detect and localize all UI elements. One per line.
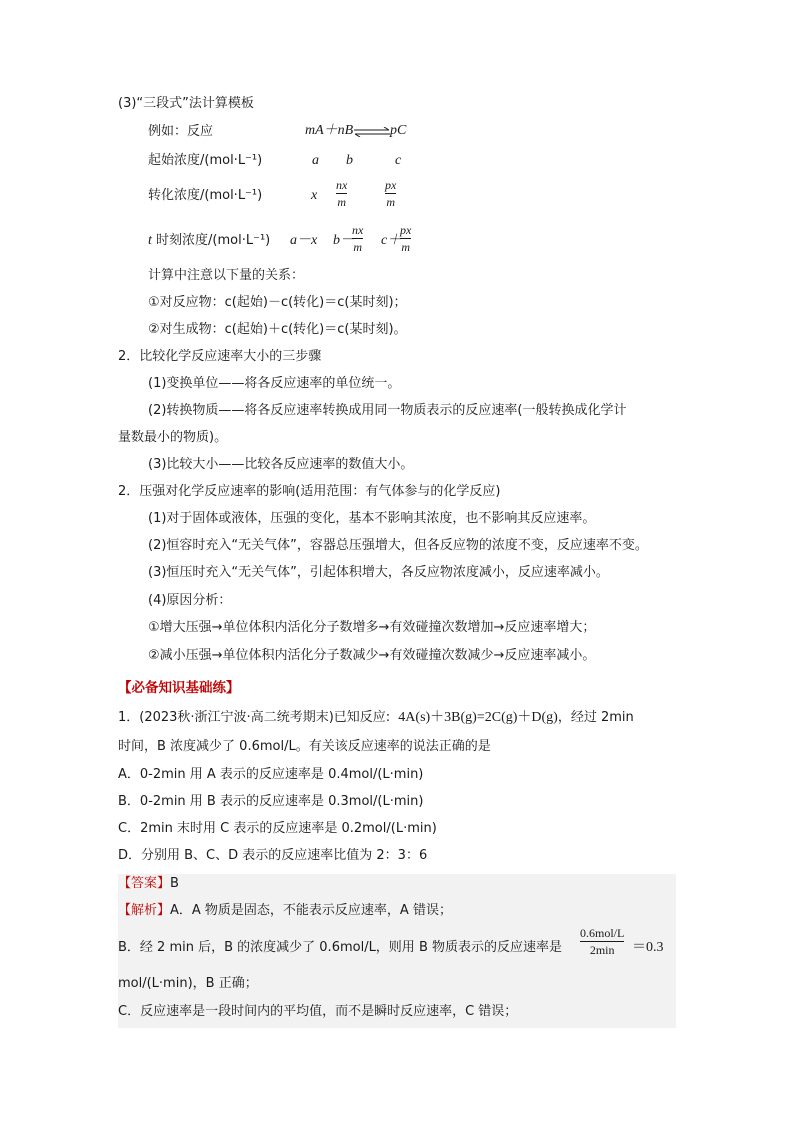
row-change-a: x [311, 188, 318, 203]
question-1-line-2: 时间，B 浓度减少了 0.6mol/L。有关该反应速率的说法正确的是 [118, 739, 491, 754]
analysis-b-denominator: 2min [589, 943, 615, 957]
row-t-b-fraction [352, 223, 363, 254]
compare-heading: 2．比较化学反应速率大小的三步骤 [118, 349, 322, 364]
row-start-a: a [312, 153, 319, 168]
compare-step-3: (3)比较大小——比较各反应速率的数值大小。 [148, 457, 414, 472]
answer-value: B [170, 876, 179, 891]
answer-line [118, 876, 179, 892]
answer-tag: 【答案】 [118, 876, 171, 891]
row-start-b: b [346, 153, 353, 168]
row-t-b-numerator: nx [352, 223, 364, 237]
row-change-c-denominator: m [386, 195, 395, 209]
pressure-point-1: (1)对于固体或液体，压强的变化，基本不影响其浓度，也不影响其反应速率。 [148, 511, 596, 526]
pressure-point-3: (3)恒压时充入“无关气体”，引起体积增大，各反应物浓度减小，反应速率减小。 [148, 565, 609, 580]
option-d: D．分别用 B、C、D 表示的反应速率比值为 2：3：6 [118, 848, 428, 863]
option-b: B．0-2min 用 B 表示的反应速率是 0.3mol/(L·min) [118, 794, 424, 809]
question-1-line-1 [118, 710, 634, 726]
row-t-b-prefix: b－ [333, 233, 354, 248]
example-label: 例如：反应 [148, 124, 214, 139]
equation-left: mA＋nB [305, 123, 354, 138]
analysis-b-post: ＝0.3 [632, 940, 664, 955]
row-change-b-numerator: nx [336, 178, 348, 192]
option-c: C．2min 末时用 C 表示的反应速率是 0.2mol/(L·min) [118, 821, 437, 836]
rule-product: ②对生成物：c(起始)＋c(转化)＝c(某时刻)。 [148, 322, 407, 337]
question-1-equation: 4A(s)＋3B(g)=2C(g)＋D(g) [398, 710, 558, 725]
equation-right: pC [390, 123, 407, 138]
row-change-c-numerator: px [385, 178, 397, 192]
row-change-c-fraction [385, 178, 396, 209]
row-t-c-prefix: c＋ [381, 233, 402, 248]
question-1-prefix: 1．(2023秋·浙江宁波·高二统考期末)已知反应: [118, 710, 391, 725]
row-change-b-fraction [336, 178, 347, 209]
calc-note: 计算中注意以下量的关系： [148, 268, 305, 283]
pressure-heading: 2．压强对化学反应速率的影响(适用范围：有气体参与的化学反应) [118, 484, 501, 499]
compare-step-2: (2)转换物质——将各反应速率转换成用同一物质表示的反应速率(一般转换成化学计 [148, 403, 627, 418]
section-heading-three-step: (3)“三段式”法计算模板 [118, 96, 254, 111]
analysis-b-line-2: mol/(L·min)，B 正确； [118, 976, 258, 991]
row-t-b-denominator: m [353, 240, 362, 254]
pressure-point-4: (4)原因分析： [148, 593, 232, 608]
pressure-point-5: ①增大压强→单位体积内活化分子数增多→有效碰撞次数增加→反应速率增大； [148, 620, 596, 635]
row-t-var: t [148, 233, 152, 248]
question-1-suffix: ，经过 2min [557, 710, 634, 725]
analysis-tag: 【解析】 [118, 903, 171, 918]
analysis-b-fraction [580, 926, 624, 957]
compare-step-2-cont: 量数最小的物质)。 [118, 430, 228, 445]
rule-reactant: ①对反应物：c(起始)－c(转化)＝c(某时刻)； [148, 295, 407, 310]
exercise-heading: 【必备知识基础练】 [118, 680, 240, 696]
row-t-c-numerator: px [400, 223, 412, 237]
analysis-a: A．A 物质是固态，不能表示反应速率，A 错误； [170, 903, 452, 918]
row-change-label: 转化浓度/(mol·L⁻¹) [148, 188, 263, 203]
row-t-label-text: 时刻浓度/(mol·L⁻¹) [156, 233, 271, 248]
pressure-point-2: (2)恒容时充入“无关气体”，容器总压强增大，但各反应物的浓度不变，反应速率不变。 [148, 538, 648, 553]
row-t-c-fraction [400, 223, 411, 254]
row-start-c: c [395, 153, 402, 168]
row-change-b-denominator: m [337, 195, 346, 209]
analysis-b-pre: B．经 2 min 后，B 的浓度减少了 0.6mol/L，则用 B 物质表示的反应速率是 [118, 940, 562, 955]
analysis-c: C．反应速率是一段时间内的平均值，而不是瞬时反应速率，C 错误； [118, 1004, 518, 1019]
compare-step-1: (1)变换单位——将各反应速率的单位统一。 [148, 376, 401, 391]
row-t-a: a－x [290, 233, 318, 248]
option-a: A．0-2min 用 A 表示的反应速率是 0.4mol/(L·min) [118, 767, 424, 782]
row-t-label [148, 233, 270, 249]
analysis-b-numerator: 0.6mol/L [580, 926, 625, 940]
analysis-line-a [118, 903, 452, 919]
pressure-point-6: ②减小压强→单位体积内活化分子数减少→有效碰撞次数减少→反应速率减小。 [148, 648, 596, 663]
row-t-c-denominator: m [401, 240, 410, 254]
row-start-label: 起始浓度/(mol·L⁻¹) [148, 153, 263, 168]
equilibrium-arrow-icon [353, 127, 391, 137]
